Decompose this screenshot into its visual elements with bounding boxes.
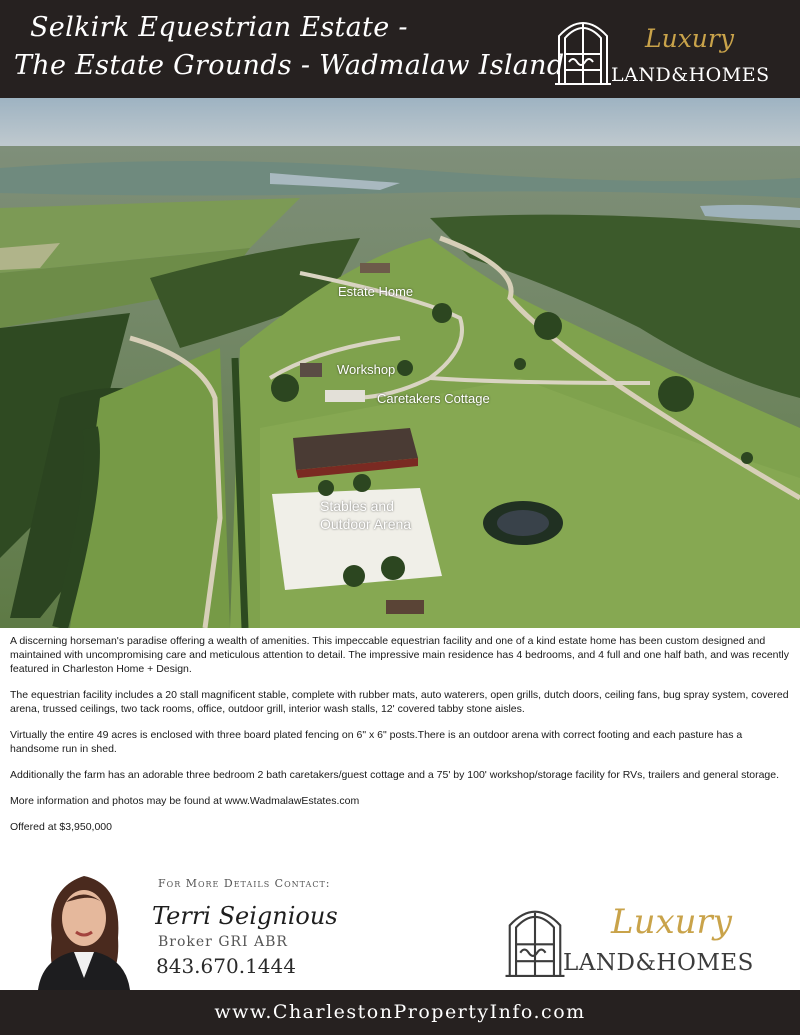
description-paragraph: Additionally the farm has an adorable three bedroom 2 bath caretakers/guest cottage and a 75' by 100' workshop/storage facility for RVs, trailers and general storage. (10, 769, 780, 781)
agent-phone[interactable]: 843.670.1444 (156, 954, 296, 978)
description-paragraph: A discerning horseman's paradise offering a wealth of amenities. This impeccable equestrian facility and one of a kind estate home has been custom designed and maintained with uncompromising care and meticulous attention to detail. The impressive main residence has 4 bedrooms, and 4 full and one half bath, and was recently featured in Charleston Home + Design. (10, 635, 789, 675)
logo-luxury-text: Luxury (611, 902, 733, 942)
agent-photo (28, 868, 140, 990)
logo-land-homes-text: LAND&HOMES (611, 64, 770, 86)
description-paragraph: Virtually the entire 49 acres is enclosed with three board plated fencing on 6" x 6" posts.There is an outdoor arena with correct footing and each pasture has a handsome run in shed. (10, 729, 743, 755)
property-description (10, 634, 790, 846)
aerial-photo-image (0, 98, 800, 628)
gate-icon (503, 898, 567, 978)
contact-heading: For More Details Contact: (158, 877, 331, 890)
footer-band (0, 990, 800, 1035)
label-workshop: Workshop (337, 362, 396, 377)
title-line-1: Selkirk Equestrian Estate - (30, 12, 408, 43)
description-price: Offered at $3,950,000 (10, 821, 112, 833)
agent-title: Broker GRI ABR (158, 934, 288, 950)
brand-logo-bottom (503, 898, 783, 980)
logo-land-homes-text: LAND&HOMES (563, 950, 754, 976)
gate-icon (553, 10, 613, 86)
title-line-2: The Estate Grounds - Wadmalaw Island (14, 50, 565, 81)
label-estate-home: Estate Home (338, 284, 414, 299)
description-paragraph: The equestrian facility includes a 20 stall magnificent stable, complete with rubber mats, auto waterers, open grills, dutch doors, ceiling fans, bug spray system, covered arena, trussed ceilings, two tack rooms, office, outdoor grill, interior wash stalls, 12' covered tabby stone aisles. (10, 689, 789, 715)
label-stables-arena: Stables and Outdoor Arena (320, 498, 412, 532)
label-caretakers-cottage: Caretakers Cottage (377, 391, 490, 406)
footer-website-link[interactable]: www.CharlestonPropertyInfo.com (214, 1001, 586, 1023)
aerial-photo (0, 98, 800, 628)
description-website: More information and photos may be found at www.WadmalawEstates.com (10, 795, 360, 807)
header-band (0, 0, 800, 98)
agent-name: Terri Seignious (152, 902, 338, 930)
logo-luxury-text: Luxury (645, 24, 734, 53)
brand-logo (553, 10, 773, 90)
